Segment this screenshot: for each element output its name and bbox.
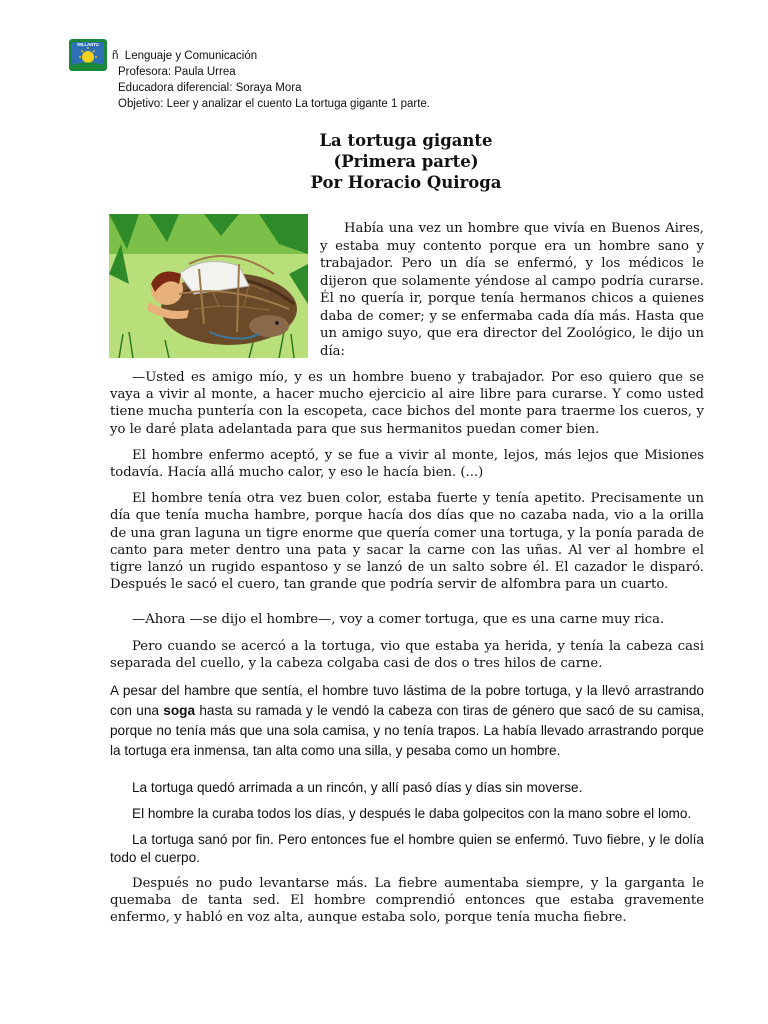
paragraph: Pero cuando se acercó a la tortuga, vio que estaba ya herida, y tenía la cabeza casi separada del cuello, y la cabeza colgaba casi de dos o tres hilos de carne.	[110, 638, 704, 671]
intro-text: Había una vez un hombre que vivía en Buenos Aires, y estaba muy contento porque era un hombre sano y trabajador. Pero un día se enfermó, y los médicos le dijeron que solamente yéndose al campo podría curarse. Él no quería ir, porque tenía hermanos chicos a quienes daba de comer; y se enfermaba cada día más. Hasta que un amigo suyo, que era director del Zoológico, le dijo un día:	[320, 221, 704, 359]
paragraph: El hombre enfermo aceptó, y se fue a vivir al monte, lejos, más lejos que Misiones todavía. Hacía allá mucho calor, y eso le hacía bien. (...)	[110, 447, 704, 481]
school-logo	[68, 38, 108, 72]
paragraph: —Usted es amigo mío, y es un hombre bueno y trabajador. Por eso quiero que se vaya a vivir al monte, a hacer mucho ejercicio al aire libre para curarse. Y como usted tiene mucha puntería con la escopeta, cace bichos del monte para traerme los cueros, y yo le daré plata adelantada para que sus hermanitos puedan comer bien.	[110, 370, 704, 437]
teacher-line: Profesora: Paula Urrea	[118, 66, 236, 78]
subject-line: ñ Lenguaje y Comunicación	[112, 50, 258, 62]
story-illustration	[109, 214, 308, 358]
author-line: Por Horacio Quiroga	[310, 173, 502, 192]
header-lines	[112, 48, 430, 112]
paragraph: La tortuga sanó por fin. Pero entonces fue el hombre quien se enfermó. Tuvo fiebre, y le dolía todo el cuerpo.	[110, 832, 704, 865]
paragraph: El hombre la curaba todos los días, y después le daba golpecitos con la mano sobre el lomo.	[132, 806, 692, 822]
bold-word: soga	[163, 703, 196, 719]
paragraph: La tortuga quedó arrimada a un rincón, y allí pasó días y días sin moverse.	[132, 780, 583, 796]
title-line: La tortuga gigante	[319, 131, 493, 150]
subtitle-line: (Primera parte)	[333, 152, 479, 171]
objective-line: Objetivo: Leer y analizar el cuento La tortuga gigante 1 parte.	[118, 98, 430, 110]
story-body	[110, 369, 704, 935]
intro-paragraph	[320, 220, 704, 360]
svg-text:MILLANTU: MILLANTU	[77, 42, 99, 47]
educator-line: Educadora diferencial: Soraya Mora	[118, 82, 302, 94]
story-title	[0, 130, 768, 193]
paragraph: Después no pudo levantarse más. La fiebre aumentaba siempre, y la garganta le quemaba de tanta sed. El hombre comprendió entonces que estaba gravemente enfermo, y habló en voz alta, aunque estaba solo, porque tenía mucha fiebre.	[110, 875, 704, 926]
paragraph: A pesar del hambre que sentía, el hombre tuvo lástima de la pobre tortuga, y la llevó arrastrando con una soga hasta su ramada y le vendó la cabeza con tiras de género que sacó de su camisa, porque no tenía más que una sola camisa, y no tenía trapos. La había llevado arrastrando porque la tortuga era inmensa, tan alta como una silla, y pesaba como un hombre.	[110, 683, 704, 759]
paragraph: —Ahora —se dijo el hombre—, voy a comer tortuga, que es una carne muy rica.	[132, 612, 665, 628]
paragraph: El hombre tenía otra vez buen color, estaba fuerte y tenía apetito. Precisamente un día que tenía mucha hambre, porque hacía dos días que no cazaba nada, vio a la orilla de una gran laguna un tigre enorme que quería comer una tortuga, y la ponía parada de canto para meter dentro una pata y sacar la carne con las uñas. Al ver al hombre el tigre lanzó un rugido espantoso y se lanzó de un salto sobre él. El cazador le disparó. Después le sacó el cuero, tan grande que podría servir de alfombra para un cuarto.	[110, 491, 704, 593]
